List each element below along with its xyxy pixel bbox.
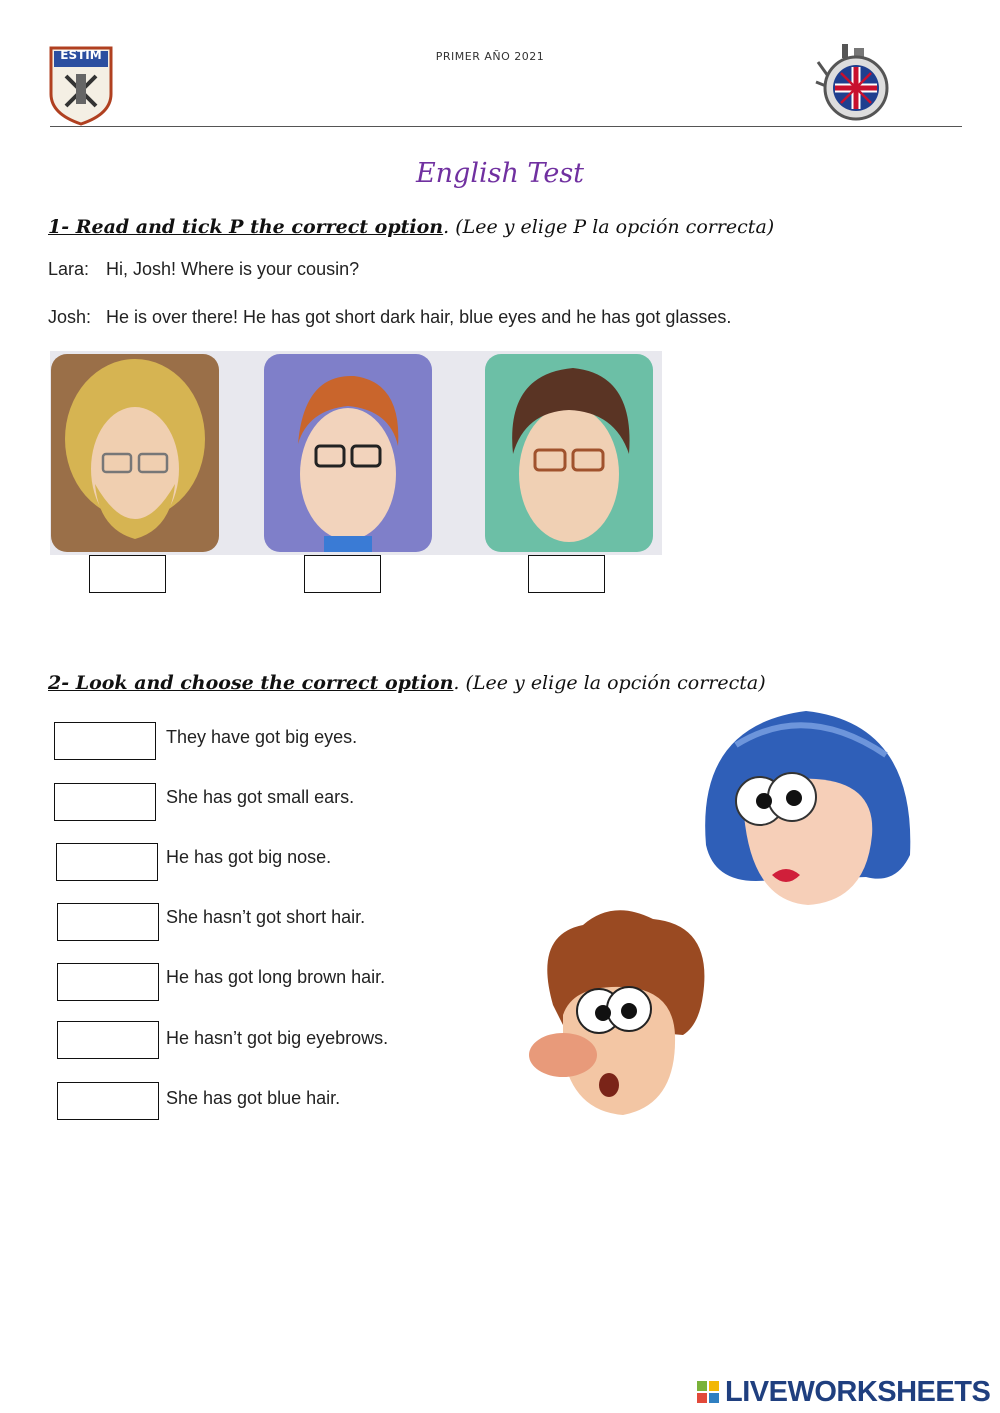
- header-text: PRIMER AÑO 2021: [435, 50, 545, 63]
- question-1-title-rest: . (Lee y elige P la opción correcta): [443, 216, 775, 238]
- dialog-text: He is over there! He has got short dark hair, blue eyes and he has got glasses.: [106, 307, 732, 327]
- tick-box-face-2[interactable]: [304, 555, 381, 593]
- answer-box-4[interactable]: [57, 903, 159, 941]
- statement-5: He has got long brown hair.: [166, 967, 386, 987]
- statement-7: She has got blue hair.: [166, 1088, 341, 1108]
- answer-box-1[interactable]: [54, 722, 156, 760]
- statement-4: She hasn’t got short hair.: [166, 907, 366, 927]
- dialog-text: Hi, Josh! Where is your cousin?: [106, 259, 360, 279]
- liveworksheets-logo-icon: [697, 1378, 719, 1400]
- question-1-title-bold: 1- Read and tick P the correct option: [48, 216, 444, 238]
- tick-box-face-3[interactable]: [528, 555, 605, 593]
- school-logo-text: ESTIM: [60, 48, 102, 62]
- statement-1: They have got big eyes.: [166, 727, 358, 747]
- tick-box-face-1[interactable]: [89, 555, 166, 593]
- dialog-line-2: [48, 307, 731, 328]
- page-title: English Test: [415, 158, 585, 189]
- answer-box-2[interactable]: [54, 783, 156, 821]
- blond-bearded-man-icon: [51, 354, 219, 552]
- dialog-line-1: [48, 259, 359, 280]
- statement-3: He has got big nose.: [166, 847, 332, 867]
- question-1-title: [48, 216, 774, 238]
- faces-strip: [50, 351, 662, 555]
- statement-2: She has got small ears.: [166, 787, 355, 807]
- answer-box-5[interactable]: [57, 963, 159, 1001]
- dialog-speaker: Josh:: [48, 307, 92, 327]
- uk-badge-icon: [812, 42, 892, 122]
- statement-6: He hasn’t got big eyebrows.: [166, 1028, 389, 1048]
- header-divider: [50, 126, 962, 127]
- dark-haired-man-icon: [485, 354, 653, 552]
- blue-haired-woman-icon: [696, 705, 922, 910]
- brown-haired-man-cartoon-icon: [523, 905, 719, 1120]
- answer-box-3[interactable]: [56, 843, 158, 881]
- answer-box-6[interactable]: [57, 1021, 159, 1059]
- answer-box-7[interactable]: [57, 1082, 159, 1120]
- question-2-title: [48, 672, 766, 694]
- footer-brand: [697, 1376, 990, 1409]
- footer-brand-text: LIVEWORKSHEETS: [725, 1376, 991, 1408]
- ginger-man-icon: [264, 354, 432, 552]
- question-2-title-rest: . (Lee y elige la opción correcta): [453, 672, 766, 694]
- question-2-title-bold: 2- Look and choose the correct option: [48, 672, 454, 694]
- dialog-speaker: Lara:: [48, 259, 90, 279]
